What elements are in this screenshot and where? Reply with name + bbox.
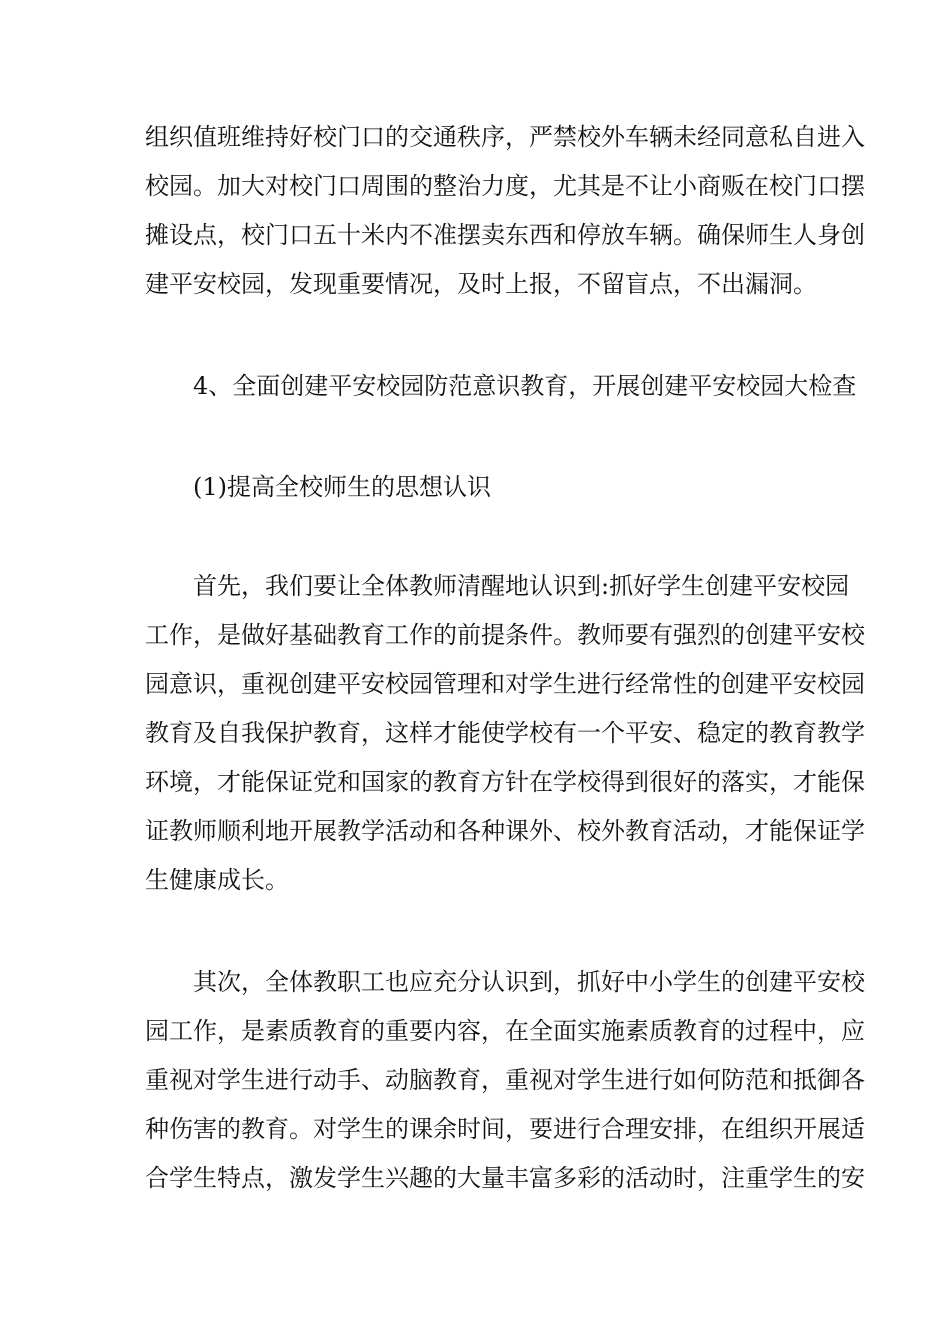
paragraph-2-line-4: 教育及自我保护教育，这样才能使学校有一个平安、稳定的教育教学 bbox=[145, 719, 865, 747]
paragraph-1-line-1: 组织值班维持好校门口的交通秩序，严禁校外车辆未经同意私自进入 bbox=[145, 123, 865, 151]
paragraph-2-line-1: 首先，我们要让全体教师清醒地认识到:抓好学生创建平安校园 bbox=[193, 572, 850, 600]
section-heading: 4、全面创建平安校园防范意识教育，开展创建平安校园大检查 bbox=[193, 372, 857, 400]
subsection-heading: (1)提高全校师生的思想认识 bbox=[193, 473, 491, 501]
paragraph-3-line-4: 种伤害的教育。对学生的课余时间，要进行合理安排，在组织开展适 bbox=[145, 1115, 865, 1143]
paragraph-3-line-1: 其次，全体教职工也应充分认识到，抓好中小学生的创建平安校 bbox=[193, 968, 865, 996]
paragraph-2-line-2: 工作，是做好基础教育工作的前提条件。教师要有强烈的创建平安校 bbox=[145, 621, 865, 649]
paragraph-1-line-2: 校园。加大对校门口周围的整治力度，尤其是不让小商贩在校门口摆 bbox=[145, 172, 865, 200]
paragraph-3-line-2: 园工作，是素质教育的重要内容，在全面实施素质教育的过程中，应 bbox=[145, 1017, 865, 1045]
paragraph-1-line-4: 建平安校园，发现重要情况，及时上报，不留盲点，不出漏洞。 bbox=[145, 270, 817, 298]
paragraph-2-line-3: 园意识，重视创建平安校园管理和对学生进行经常性的创建平安校园 bbox=[145, 670, 865, 698]
paragraph-2-line-7: 生健康成长。 bbox=[145, 866, 289, 894]
paragraph-2-line-5: 环境，才能保证党和国家的教育方针在学校得到很好的落实，才能保 bbox=[145, 768, 865, 796]
paragraph-3-line-3: 重视对学生进行动手、动脑教育，重视对学生进行如何防范和抵御各 bbox=[145, 1066, 865, 1094]
paragraph-1-line-3: 摊设点，校门口五十米内不准摆卖东西和停放车辆。确保师生人身创 bbox=[145, 221, 865, 249]
paragraph-2-line-6: 证教师顺利地开展教学活动和各种课外、校外教育活动，才能保证学 bbox=[145, 817, 865, 845]
paragraph-3-line-5: 合学生特点，激发学生兴趣的大量丰富多彩的活动时，注重学生的安 bbox=[145, 1164, 865, 1192]
